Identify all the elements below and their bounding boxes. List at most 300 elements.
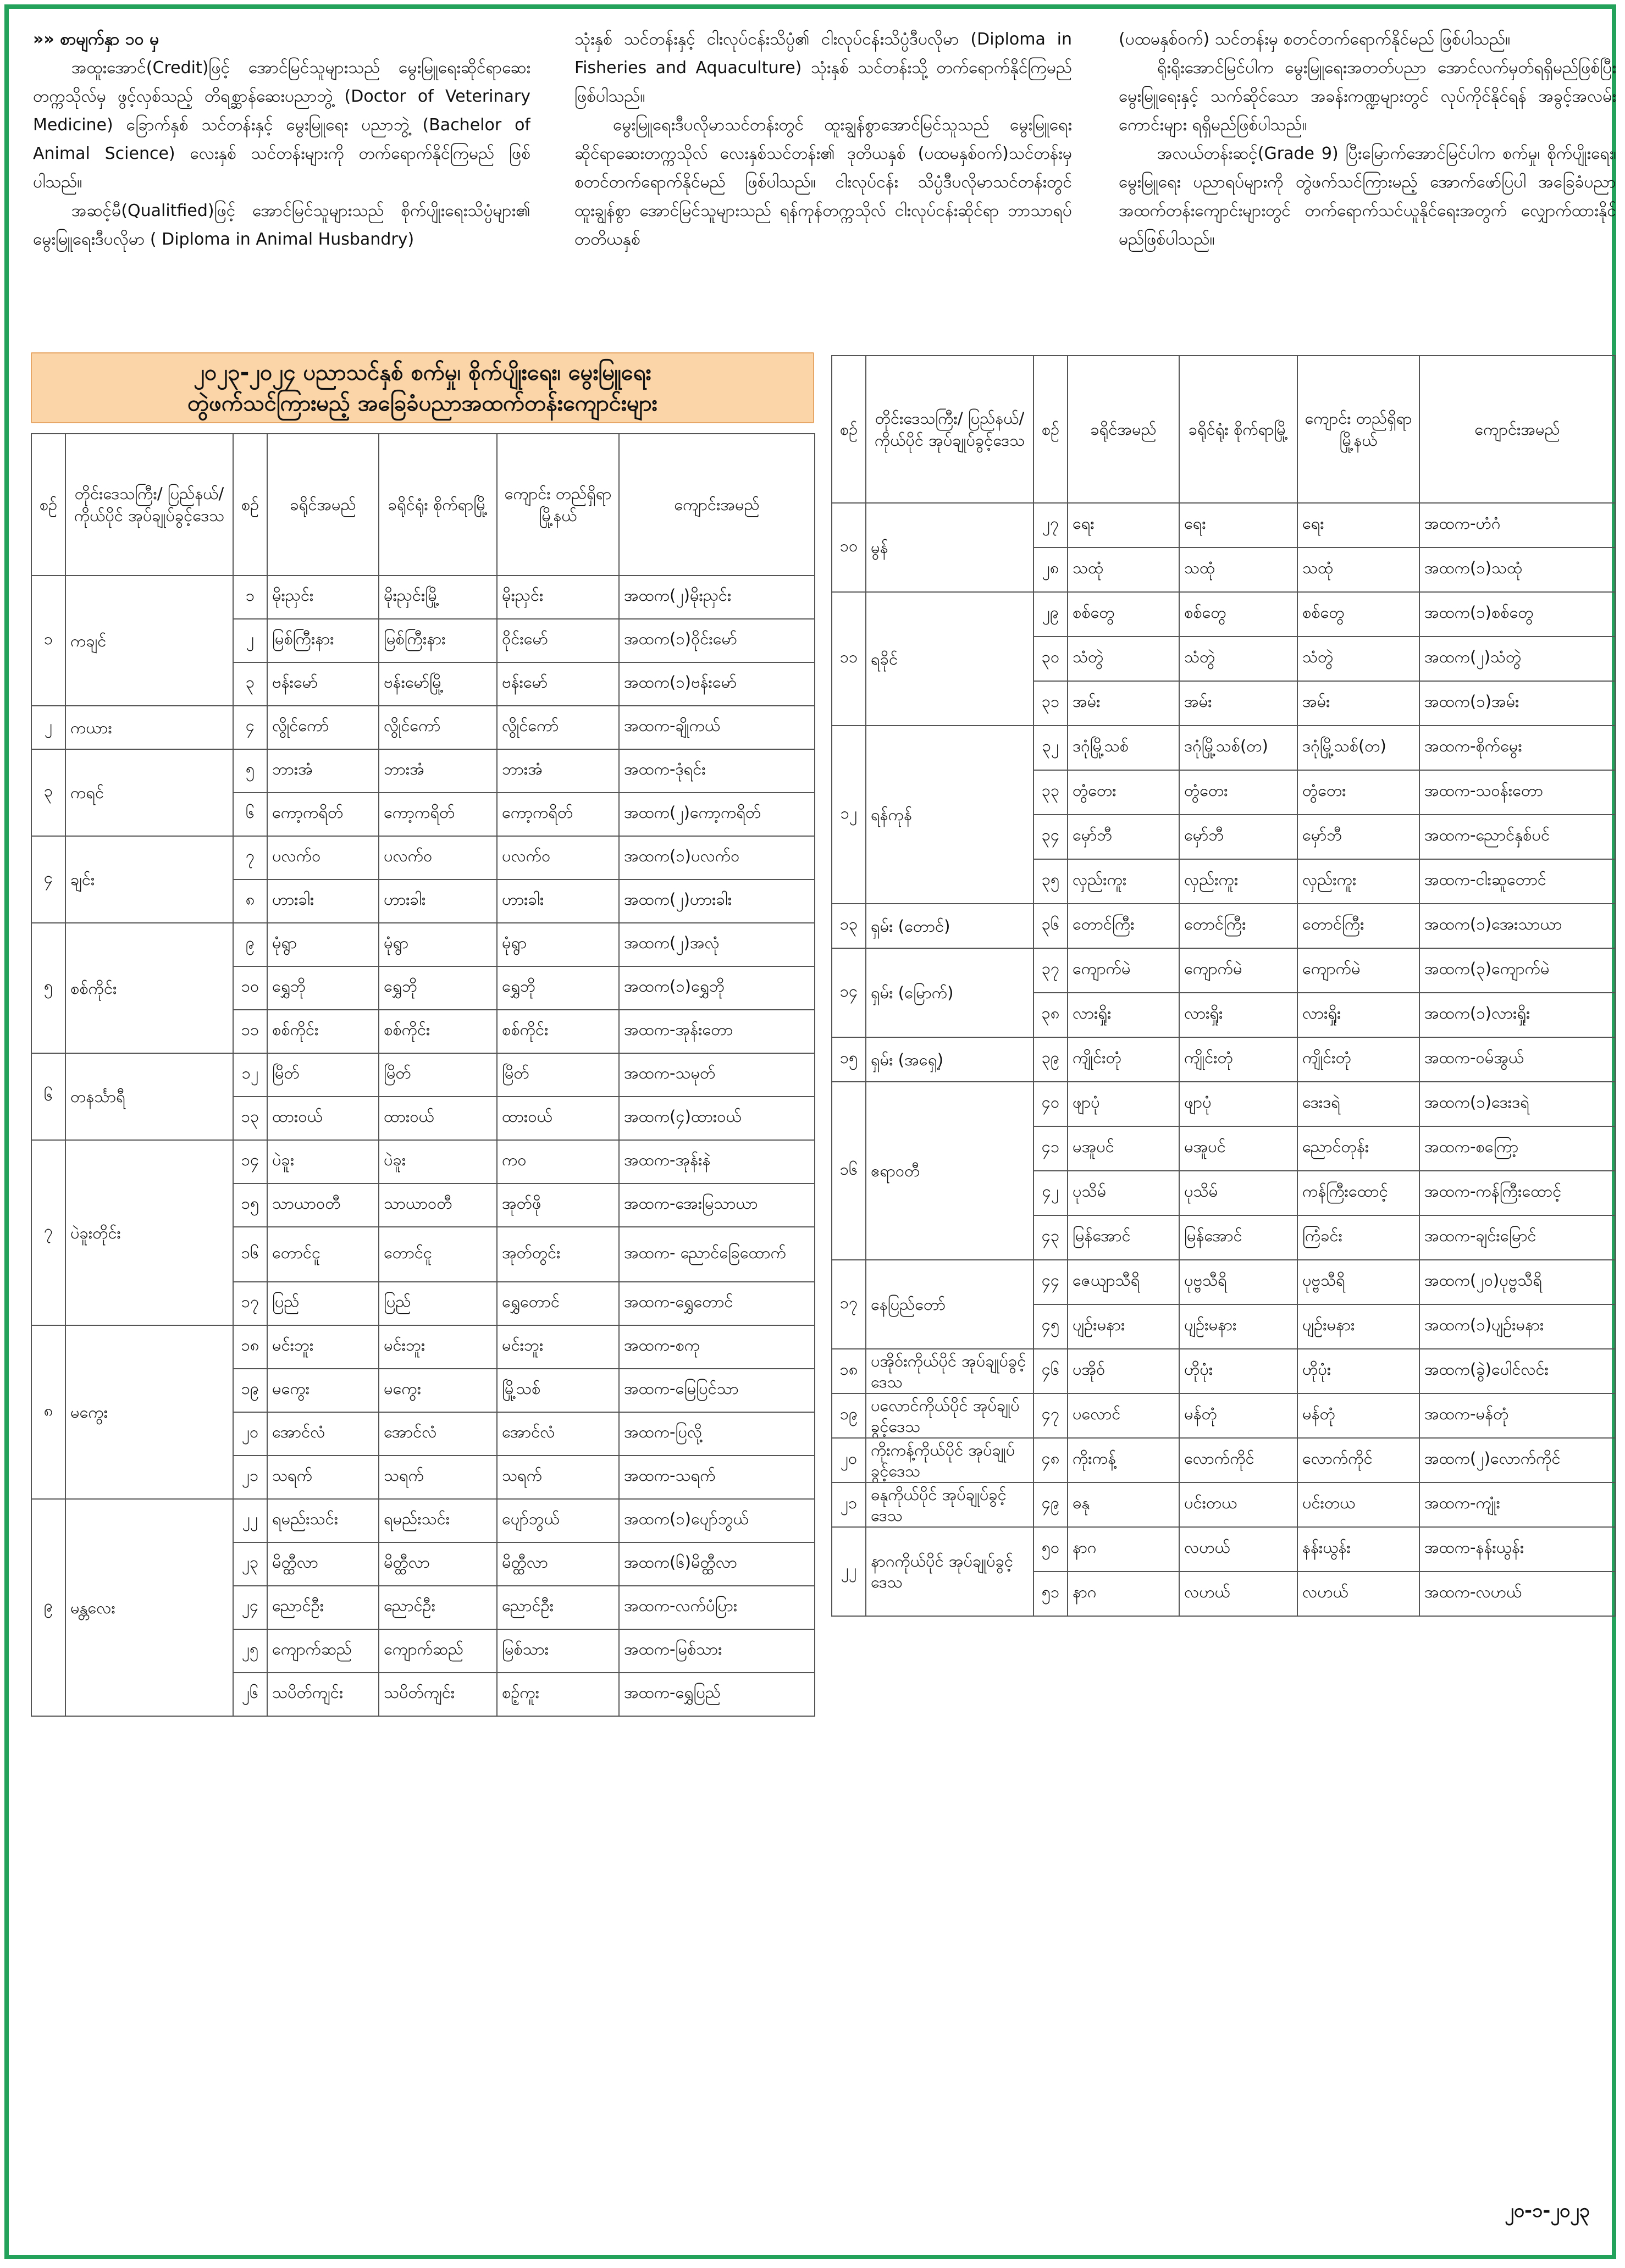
township-name: လဟယ်	[1179, 1572, 1297, 1616]
township-name: ပင်းတယ	[1179, 1483, 1297, 1527]
school-town: သရက်	[497, 1456, 619, 1499]
school-town: လားရှိုး	[1297, 993, 1419, 1037]
school-name: အထက-စကြော့	[1419, 1126, 1615, 1171]
district-name: သပိတ်ကျင်း	[267, 1673, 379, 1716]
district-name: တွံတေး	[1068, 770, 1179, 815]
school-name: အထက(၄)ထားဝယ်	[619, 1097, 815, 1140]
region-number: ၉	[31, 1499, 65, 1716]
school-name: အထက(၁)သထုံ	[1419, 547, 1615, 592]
district-name: ဒဂုံမြို့သစ်	[1068, 726, 1179, 770]
region-name: ရခိုင်	[866, 592, 1033, 726]
township-name: မိုးညှင်းမြို့	[379, 576, 497, 619]
township-name: ပဲခူး	[379, 1140, 497, 1183]
table-row	[31, 706, 815, 749]
row-number: ၂၅	[233, 1629, 267, 1673]
row-number: ၃၀	[1033, 637, 1068, 681]
row-number: ၃၄	[1033, 815, 1068, 859]
district-name: သာယာဝတီ	[267, 1183, 379, 1227]
header-school: ကျောင်းအမည်	[1419, 356, 1615, 503]
region-number: ၁၅	[832, 1037, 866, 1082]
district-name: ကျောက်မဲ	[1068, 948, 1179, 993]
school-town: လွိုင်ကော်	[497, 706, 619, 749]
header-sr2: စဉ်	[233, 434, 267, 576]
district-name: တောင်ကြီး	[1068, 904, 1179, 948]
township-name: ညောင်ဦး	[379, 1586, 497, 1629]
region-number: ၁	[31, 576, 65, 706]
table-row	[31, 1325, 815, 1369]
row-number: ၂၉	[1033, 592, 1068, 637]
district-name: ပဲခူး	[267, 1140, 379, 1183]
district-name: မှော်ဘီ	[1068, 815, 1179, 859]
district-name: မင်းဘူး	[267, 1325, 379, 1369]
school-town: သံတွဲ	[1297, 637, 1419, 681]
township-name: သာယာဝတီ	[379, 1183, 497, 1227]
district-name: လွိုင်ကော်	[267, 706, 379, 749]
row-number: ၂၃	[233, 1542, 267, 1586]
region-name: ပလောင်ကိုယ်ပိုင် အုပ်ချုပ်ခွင့်ဒေသ	[866, 1393, 1033, 1438]
region-number: ၂	[31, 706, 65, 749]
table-header-row	[31, 434, 815, 576]
township-name: ထားဝယ်	[379, 1097, 497, 1140]
region-number: ၈	[31, 1325, 65, 1499]
region-name: ပအိုဝ်းကိုယ်ပိုင် အုပ်ချုပ်ခွင့်ဒေသ	[866, 1349, 1033, 1393]
row-number: ၂၁	[233, 1456, 267, 1499]
region-number: ၃	[31, 749, 65, 836]
township-name: စစ်တွေ	[1179, 592, 1297, 637]
paragraph: (ပထမနှစ်ဝက်) သင်တန်းမှ စတင်တက်ရောက်နိုင်မည် ဖြစ်ပါသည်။	[1119, 30, 1511, 49]
township-name: ဒဂုံမြို့သစ်(တ)	[1179, 726, 1297, 770]
continued-from-label: »» စာမျက်နှာ ၁၀ မှ	[33, 30, 159, 49]
region-name: ရှမ်း (အရှေ့)	[866, 1037, 1033, 1082]
school-name: အထက(၁)လားရှိုး	[1419, 993, 1615, 1037]
school-town: စဉ့်ကူး	[497, 1673, 619, 1716]
school-town: ရေး	[1297, 503, 1419, 547]
township-name: တွံတေး	[1179, 770, 1297, 815]
school-name: အထက-စိုက်မွေး	[1419, 726, 1615, 770]
row-number: ၁၈	[233, 1325, 267, 1369]
township-name: မြိတ်	[379, 1053, 497, 1097]
school-town: ကဝ	[497, 1140, 619, 1183]
district-name: မြန်အောင်	[1068, 1215, 1179, 1260]
school-town: တွံတေး	[1297, 770, 1419, 815]
row-number: ၅၀	[1033, 1527, 1068, 1572]
row-number: ၁၄	[233, 1140, 267, 1183]
township-name: စစ်ကိုင်း	[379, 1010, 497, 1053]
township-name: ပုသိမ်	[1179, 1171, 1297, 1215]
region-number: ၆	[31, 1053, 65, 1140]
district-name: ဇေယျာသီရိ	[1068, 1260, 1179, 1304]
row-number: ၃၉	[1033, 1037, 1068, 1082]
school-town: ကော့ကရိတ်	[497, 793, 619, 836]
district-name: သံတွဲ	[1068, 637, 1179, 681]
township-name: ကျောက်မဲ	[1179, 948, 1297, 993]
township-name: ကျောက်ဆည်	[379, 1629, 497, 1673]
district-name: ရွှေဘို	[267, 966, 379, 1010]
district-name: မြိတ်	[267, 1053, 379, 1097]
row-number: ၁၃	[233, 1097, 267, 1140]
school-town: ထားဝယ်	[497, 1097, 619, 1140]
township-name: လဟယ်	[1179, 1527, 1297, 1572]
row-number: ၄၂	[1033, 1171, 1068, 1215]
district-name: သရက်	[267, 1456, 379, 1499]
region-number: ၁၆	[832, 1082, 866, 1260]
township-name: မုံရွာ	[379, 923, 497, 966]
township-name: ဟိုပုံး	[1179, 1349, 1297, 1393]
school-town: သထုံ	[1297, 547, 1419, 592]
school-town: ညောင်ဦး	[497, 1586, 619, 1629]
school-town: ဒေးဒရဲ	[1297, 1082, 1419, 1126]
row-number: ၃၃	[1033, 770, 1068, 815]
row-number: ၉	[233, 923, 267, 966]
row-number: ၄၉	[1033, 1483, 1068, 1527]
township-name: သပိတ်ကျင်း	[379, 1673, 497, 1716]
region-name: စစ်ကိုင်း	[65, 923, 233, 1053]
row-number: ၁၆	[233, 1227, 267, 1282]
township-name: ရမည်းသင်း	[379, 1499, 497, 1542]
region-number: ၁၈	[832, 1349, 866, 1393]
school-town: မုံရွာ	[497, 923, 619, 966]
school-town: ပျဉ်းမနား	[1297, 1304, 1419, 1349]
table-row	[832, 592, 1615, 637]
district-name: မုံရွာ	[267, 923, 379, 966]
article-column-1	[33, 25, 530, 344]
school-town: စစ်တွေ	[1297, 592, 1419, 637]
township-name: အောင်လံ	[379, 1412, 497, 1456]
school-town: ပျော်ဘွယ်	[497, 1499, 619, 1542]
row-number: ၄၆	[1033, 1349, 1068, 1393]
row-number: ၃၁	[1033, 681, 1068, 726]
paragraph: အလယ်တန်းဆင့်(Grade 9) ပြီးမြောက်အောင်မြင်ပါက စက်မှု၊ စိုက်ပျိုးရေး၊ မွေးမြူရေး ပညာရပ်များကို တွဲဖက်သင်ကြားမည့် အောက်ဖော်ပြပါ အခြေခံပညာအထက်တန်းကျောင်းများတွင် တက်ရောက်သင်ယူနိုင်ရေးအတွက် လျှောက်ထားနိုင်မည်ဖြစ်ပါသည်။	[1119, 144, 1616, 249]
table-row	[31, 1140, 815, 1183]
school-name: အထက-သဝန်းတော	[1419, 770, 1615, 815]
row-number: ၅	[233, 749, 267, 793]
table-row	[31, 749, 815, 793]
header-district: ခရိုင်အမည်	[1068, 356, 1179, 503]
school-town: ဟိုပုံး	[1297, 1349, 1419, 1393]
district-name: မအူပင်	[1068, 1126, 1179, 1171]
school-name: အထက(၁)ပလက်ဝ	[619, 836, 815, 879]
region-name: ကချင်	[65, 576, 233, 706]
township-name: ဖျာပုံ	[1179, 1082, 1297, 1126]
school-name: အထက(၁)ပျဉ်းမနား	[1419, 1304, 1615, 1349]
school-town: တောင်ကြီး	[1297, 904, 1419, 948]
school-name: အထက(၂၀)ပုဗ္ဗသီရိ	[1419, 1260, 1615, 1304]
row-number: ၃၂	[1033, 726, 1068, 770]
schools-table-left	[31, 433, 815, 1717]
township-name: သထုံ	[1179, 547, 1297, 592]
school-name: အထက(၃)ကျောက်မဲ	[1419, 948, 1615, 993]
row-number: ၈	[233, 879, 267, 923]
district-name: အောင်လံ	[267, 1412, 379, 1456]
paragraph: သုံးနှစ် သင်တန်းနှင့် ငါးလုပ်ငန်းသိပ္ပံ၏ ငါးလုပ်ငန်းသိပ္ပံဒီပလိုမာ (Diploma in Fisheries and Aquaculture) သုံးနှစ် သင်တန်းသို့ တက်ရောက်နိုင်ကြမည် ဖြစ်ပါသည်။	[574, 30, 1072, 106]
district-name: ကျောက်ဆည်	[267, 1629, 379, 1673]
region-name: နာဂကိုယ်ပိုင် အုပ်ချုပ်ခွင့်ဒေသ	[866, 1527, 1033, 1616]
school-name: အထက-နန်းယွန်း	[1419, 1527, 1615, 1572]
school-name: အထက-လဟယ်	[1419, 1572, 1615, 1616]
school-town: ကြံခင်း	[1297, 1215, 1419, 1260]
header-sr: စဉ်	[832, 356, 866, 503]
header-sr2: စဉ်	[1033, 356, 1068, 503]
school-town: မြိတ်	[497, 1053, 619, 1097]
school-name: အထက-စကု	[619, 1325, 815, 1369]
row-number: ၁၉	[233, 1369, 267, 1412]
district-name: စစ်ကိုင်း	[267, 1010, 379, 1053]
school-name: အထက-သမုတ်	[619, 1053, 815, 1097]
header-school: ကျောင်းအမည်	[619, 434, 815, 576]
header-district: ခရိုင်အမည်	[267, 434, 379, 576]
school-town: ကျိုင်းတုံ	[1297, 1037, 1419, 1082]
header-township: ခရိုင်ရုံး စိုက်ရာမြို့	[1179, 356, 1297, 503]
district-name: နာဂ	[1068, 1527, 1179, 1572]
school-name: အထက-ချိုကယ်	[619, 706, 815, 749]
district-name: ပလောင်	[1068, 1393, 1179, 1438]
district-name: ရမည်းသင်း	[267, 1499, 379, 1542]
district-name: အမ်း	[1068, 681, 1179, 726]
paragraph: မွေးမြူရေးဒီပလိုမာသင်တန်းတွင် ထူးချွန်စွာအောင်မြင်သူသည် မွေးမြူရေးဆိုင်ရာဆေးတက္ကသိုလ် လေးနှစ်သင်တန်း၏ ဒုတိယနှစ် (ပထမနှစ်ဝက်)သင်တန်းမှ စတင်တက်ရောက်နိုင်မည် ဖြစ်ပါသည်။ ငါးလုပ်ငန်း သိပ္ပံဒီပလိုမာသင်တန်းတွင် ထူးချွန်စွာ အောင်မြင်သူများသည် ရန်ကုန်တက္ကသိုလ် ငါးလုပ်ငန်းဆိုင်ရာ ဘာသာရပ် တတိယနှစ်	[574, 115, 1072, 249]
header-sr: စဉ်	[31, 434, 65, 576]
row-number: ၄၇	[1033, 1393, 1068, 1438]
school-name: အထက-မြေပြင်သာ	[619, 1369, 815, 1412]
region-number: ၄	[31, 836, 65, 923]
table-row	[832, 1393, 1615, 1438]
region-number: ၂၀	[832, 1438, 866, 1483]
table-row	[31, 576, 815, 619]
school-name: အထက(၁)ရွှေဘို	[619, 966, 815, 1010]
school-name: အထက-သရက်	[619, 1456, 815, 1499]
school-town: အောင်လံ	[497, 1412, 619, 1456]
row-number: ၅၁	[1033, 1572, 1068, 1616]
township-name: မကွေး	[379, 1369, 497, 1412]
township-name: လောက်ကိုင်	[1179, 1438, 1297, 1483]
region-name: ကိုးကန့်ကိုယ်ပိုင် အုပ်ချုပ်ခွင့်ဒေသ	[866, 1438, 1033, 1483]
township-name: မြန်အောင်	[1179, 1215, 1297, 1260]
table-row	[31, 1499, 815, 1542]
school-town: ကျောက်မဲ	[1297, 948, 1419, 993]
school-name: အထက(၂)လောက်ကိုင်	[1419, 1438, 1615, 1483]
row-number: ၁၁	[233, 1010, 267, 1053]
header-school-town: ကျောင်း တည်ရှိရာ မြို့နယ်	[497, 434, 619, 576]
school-name: အထက(၁)အမ်း	[1419, 681, 1615, 726]
school-name: အထက- ညောင်ခြေထောက်	[619, 1227, 815, 1282]
district-name: တောင်ငူ	[267, 1227, 379, 1282]
district-name: နာဂ	[1068, 1572, 1179, 1616]
township-name: တောင်ကြီး	[1179, 904, 1297, 948]
header-school-town: ကျောင်း တည်ရှိရာ မြို့နယ်	[1297, 356, 1419, 503]
township-name: လွိုင်ကော်	[379, 706, 497, 749]
township-name: ရေး	[1179, 503, 1297, 547]
township-name: မအူပင်	[1179, 1126, 1297, 1171]
school-name: အထက(၁)ဝိုင်းမော်	[619, 619, 815, 662]
district-name: ပအိုဝ်	[1068, 1349, 1179, 1393]
table-title-line-2: တွဲဖက်သင်ကြားမည့် အခြေခံပညာအထက်တန်းကျောင်းများ	[187, 390, 657, 416]
district-name: စစ်တွေ	[1068, 592, 1179, 637]
row-number: ၄၅	[1033, 1304, 1068, 1349]
school-town: မန်တုံ	[1297, 1393, 1419, 1438]
table-row	[832, 1260, 1615, 1304]
school-name: အထက-ပြလို့	[619, 1412, 815, 1456]
row-number: ၃၅	[1033, 859, 1068, 904]
township-name: မြစ်ကြီးနား	[379, 619, 497, 662]
paragraph: အထူးအောင်(Credit)ဖြင့် အောင်မြင်သူများသည် မွေးမြူရေးဆိုင်ရာဆေးတက္ကသိုလ်မှ ဖွင့်လှစ်သည့် တိရစ္ဆာန်ဆေးပညာဘွဲ့ (Doctor of Veterinary Medicine) ခြောက်နှစ် သင်တန်းနှင့် မွေးမြူရေး ပညာဘွဲ့ (Bachelor of Animal Science) လေးနှစ် သင်တန်းများကို တက်ရောက်နိုင်ကြမည် ဖြစ်ပါသည်။	[33, 58, 530, 192]
table-row	[832, 904, 1615, 948]
township-name: မှော်ဘီ	[1179, 815, 1297, 859]
township-name: ပလက်ဝ	[379, 836, 497, 879]
township-name: မိတ္ထီလာ	[379, 1542, 497, 1586]
district-name: ကိုးကန့်	[1068, 1438, 1179, 1483]
row-number: ၄၄	[1033, 1260, 1068, 1304]
township-name: လားရှိုး	[1179, 993, 1297, 1037]
district-name: ရေး	[1068, 503, 1179, 547]
school-town: ဝိုင်းမော်	[497, 619, 619, 662]
district-name: ဖျာပုံ	[1068, 1082, 1179, 1126]
table-row	[832, 726, 1615, 770]
row-number: ၁	[233, 576, 267, 619]
district-name: ဟားခါး	[267, 879, 379, 923]
school-name: အထက-မြစ်သား	[619, 1629, 815, 1673]
township-name: ပုဗ္ဗသီရိ	[1179, 1260, 1297, 1304]
township-name: ဘားအံ	[379, 749, 497, 793]
district-name: ကျိုင်းတုံ	[1068, 1037, 1179, 1082]
district-name: မြစ်ကြီးနား	[267, 619, 379, 662]
table-row	[832, 1037, 1615, 1082]
row-number: ၄၁	[1033, 1126, 1068, 1171]
region-number: ၁၇	[832, 1260, 866, 1349]
region-number: ၁၃	[832, 904, 866, 948]
region-number: ၅	[31, 923, 65, 1053]
school-name: အထက(၁)ဒေးဒရဲ	[1419, 1082, 1615, 1126]
district-name: ပလက်ဝ	[267, 836, 379, 879]
left-table-block	[31, 352, 814, 1717]
school-town: လောက်ကိုင်	[1297, 1438, 1419, 1483]
region-name: တနင်္သာရီ	[65, 1053, 233, 1140]
table-row	[832, 948, 1615, 993]
table-row	[31, 1053, 815, 1097]
region-name: ချင်း	[65, 836, 233, 923]
school-town: ကန်ကြီးထောင့်	[1297, 1171, 1419, 1215]
school-town: ပလက်ဝ	[497, 836, 619, 879]
school-town: ဒဂုံမြို့သစ်(တ)	[1297, 726, 1419, 770]
region-number: ၁၄	[832, 948, 866, 1037]
school-name: အထက(၂)ဟားခါး	[619, 879, 815, 923]
row-number: ၂၆	[233, 1673, 267, 1716]
school-town: အုတ်ဖို	[497, 1183, 619, 1227]
region-name: ဧရာဝတီ	[866, 1082, 1033, 1260]
district-name: လားရှိုး	[1068, 993, 1179, 1037]
district-name: သထုံ	[1068, 547, 1179, 592]
paragraph: ရိုးရိုးအောင်မြင်ပါက မွေးမြူရေးအတတ်ပညာ အောင်လက်မှတ်ရရှိမည်ဖြစ်ပြီး မွေးမြူရေးနှင့် သက်ဆိုင်သော အခန်းကဏ္ဍများတွင် လုပ်ကိုင်နိုင်ရန် အခွင့်အလမ်းကောင်းများ ရရှိမည်ဖြစ်ပါသည်။	[1119, 58, 1616, 135]
row-number: ၄၀	[1033, 1082, 1068, 1126]
township-name: ကျိုင်းတုံ	[1179, 1037, 1297, 1082]
region-name: ကယား	[65, 706, 233, 749]
table-title-box	[31, 352, 814, 423]
right-table-block	[831, 355, 1615, 1617]
school-name: အထက(၁)အေးသာယာ	[1419, 904, 1615, 948]
row-number: ၁၅	[233, 1183, 267, 1227]
header-township: ခရိုင်ရုံး စိုက်ရာမြို့	[379, 434, 497, 576]
school-town: နန်းယွန်း	[1297, 1527, 1419, 1572]
school-town: ရွှေဘို	[497, 966, 619, 1010]
publication-date: ၂၀-၁-၂၀၂၃	[1505, 2200, 1590, 2222]
table-row	[832, 1438, 1615, 1483]
article-text	[33, 25, 1616, 344]
school-town: မြို့သစ်	[497, 1369, 619, 1412]
header-region: တိုင်းဒေသကြီး/ ပြည်နယ်/ကိုယ်ပိုင် အုပ်ချုပ်ခွင့်ဒေသ	[866, 356, 1033, 503]
district-name: ဓနု	[1068, 1483, 1179, 1527]
school-name: အထက-အုန်းတော	[619, 1010, 815, 1053]
district-name: ညောင်ဦး	[267, 1586, 379, 1629]
school-name: အထက(၁)ပျော်ဘွယ်	[619, 1499, 815, 1542]
table-row	[832, 1349, 1615, 1393]
row-number: ၂၄	[233, 1586, 267, 1629]
row-number: ၂၀	[233, 1412, 267, 1456]
district-name: မိုးညှင်း	[267, 576, 379, 619]
school-town: လှည်းကူး	[1297, 859, 1419, 904]
township-name: သရက်	[379, 1456, 497, 1499]
table-row	[832, 1483, 1615, 1527]
township-name: သံတွဲ	[1179, 637, 1297, 681]
school-town: ဗန်းမော်	[497, 662, 619, 706]
region-number: ၁၂	[832, 726, 866, 904]
township-name: ဟားခါး	[379, 879, 497, 923]
row-number: ၄	[233, 706, 267, 749]
row-number: ၁၂	[233, 1053, 267, 1097]
table-row	[832, 1527, 1615, 1572]
article-column-3	[1119, 25, 1616, 344]
district-name: မကွေး	[267, 1369, 379, 1412]
school-town: အုတ်တွင်း	[497, 1227, 619, 1282]
school-town: မှော်ဘီ	[1297, 815, 1419, 859]
region-name: ရှမ်း (မြောက်)	[866, 948, 1033, 1037]
township-name: တောင်ငူ	[379, 1227, 497, 1282]
row-number: ၂၂	[233, 1499, 267, 1542]
region-number: ၇	[31, 1140, 65, 1325]
township-name: အမ်း	[1179, 681, 1297, 726]
school-town: လဟယ်	[1297, 1572, 1419, 1616]
school-name: အထက-မန်တုံ	[1419, 1393, 1615, 1438]
school-name: အထက-ညောင်နှစ်ပင်	[1419, 815, 1615, 859]
school-name: အထက(၂)မိုးညှင်း	[619, 576, 815, 619]
school-name: အထက-ချင်းမြောင်	[1419, 1215, 1615, 1260]
region-number: ၁၉	[832, 1393, 866, 1438]
row-number: ၇	[233, 836, 267, 879]
school-town: မိတ္ထီလာ	[497, 1542, 619, 1586]
district-name: ပျဉ်းမနား	[1068, 1304, 1179, 1349]
row-number: ၂၇	[1033, 503, 1068, 547]
table-row	[31, 923, 815, 966]
schools-table-right	[831, 355, 1616, 1617]
school-name: အထက(၆)မိတ္ထီလာ	[619, 1542, 815, 1586]
school-town: ညောင်တုန်း	[1297, 1126, 1419, 1171]
district-name: မိတ္ထီလာ	[267, 1542, 379, 1586]
school-town: မြစ်သား	[497, 1629, 619, 1673]
region-number: ၁၀	[832, 503, 866, 592]
township-name: လှည်းကူး	[1179, 859, 1297, 904]
school-name: အထက-ဝမ်အွယ်	[1419, 1037, 1615, 1082]
region-name: မကွေး	[65, 1325, 233, 1499]
school-town: ပင်းတယ	[1297, 1483, 1419, 1527]
school-name: အထက-ကျုံး	[1419, 1483, 1615, 1527]
region-name: ဓနုကိုယ်ပိုင် အုပ်ချုပ်ခွင့်ဒေသ	[866, 1483, 1033, 1527]
school-town: မင်းဘူး	[497, 1325, 619, 1369]
school-name: အထက(ခွဲ)ပေါင်လင်း	[1419, 1349, 1615, 1393]
school-town: မိုးညှင်း	[497, 576, 619, 619]
row-number: ၃၇	[1033, 948, 1068, 993]
school-name: အထက(၁)ဗန်းမော်	[619, 662, 815, 706]
row-number: ၂	[233, 619, 267, 662]
school-town: ဟားခါး	[497, 879, 619, 923]
region-name: မန္တလေး	[65, 1499, 233, 1716]
district-name: ထားဝယ်	[267, 1097, 379, 1140]
